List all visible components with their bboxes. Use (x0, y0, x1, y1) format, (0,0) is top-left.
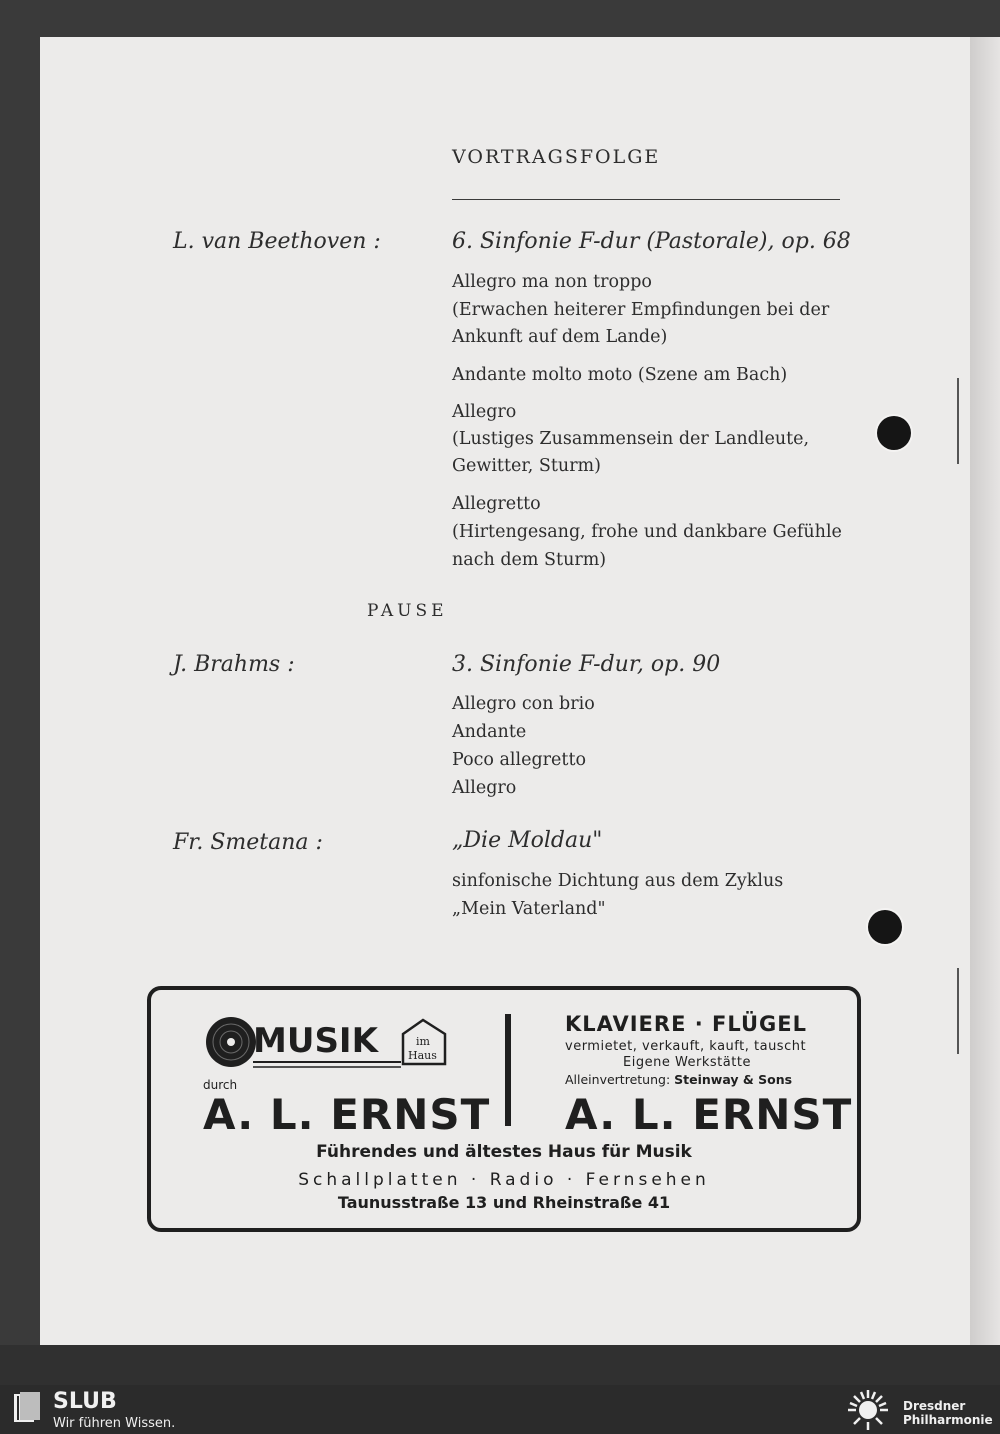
ad-slogan: Führendes und ältestes Haus für Musik (316, 1142, 692, 1162)
movement-line: Allegro (452, 778, 517, 798)
page-crease (957, 378, 959, 464)
page-edge-shade (970, 37, 1000, 1345)
steinway-brand: Steinway & Sons (674, 1072, 793, 1087)
movement-line: Poco allegretto (452, 750, 587, 770)
movement-line: Allegretto (452, 494, 541, 514)
slub-subtitle: Wir führen Wissen. (53, 1416, 176, 1431)
movement-line: Ankunft auf dem Lande) (452, 327, 668, 347)
movement-line: Gewitter, Sturm) (452, 456, 601, 476)
movement-line: (Erwachen heiterer Empfindungen bei der (452, 300, 830, 320)
work-beethoven: 6. Sinfonie F-dur (Pastorale), op. 68 (452, 229, 851, 254)
ad-address: Taunusstraße 13 und Rheinstraße 41 (337, 1193, 671, 1212)
musik-im-haus-logo (205, 1012, 455, 1072)
right-firm-name: A. L. ERNST (565, 1090, 853, 1139)
right-heading: KLAVIERE · FLÜGEL (565, 1012, 808, 1036)
work-smetana: „Die Moldau" (452, 828, 603, 853)
pause-label: PAUSE (367, 601, 448, 621)
movement-line: nach dem Sturm) (452, 550, 607, 570)
ad-divider (505, 1014, 511, 1126)
svg-text:Haus: Haus (408, 1049, 437, 1062)
movement-line: Allegro ma non troppo (452, 272, 652, 292)
title-rule (452, 199, 840, 200)
program-title: VORTRAGSFOLGE (452, 146, 661, 168)
composer-beethoven: L. van Beethoven : (173, 229, 381, 254)
movement-line: (Hirtengesang, frohe und dankbare Gefühle (452, 522, 842, 542)
punch-hole (877, 416, 911, 450)
svg-text:im: im (416, 1035, 430, 1048)
movement-line: Andante (452, 722, 527, 742)
dp-line-1[interactable]: Dresdner (903, 1399, 966, 1413)
work-brahms: 3. Sinfonie F-dur, op. 90 (452, 652, 721, 677)
ad-services: Schallplatten · Radio · Fernsehen (298, 1170, 710, 1190)
page-crease (957, 968, 959, 1054)
left-firm-name: A. L. ERNST (203, 1090, 491, 1139)
advertisement-box (147, 986, 861, 1232)
right-line-3 (565, 1072, 792, 1087)
scan-background (0, 1345, 1000, 1385)
right-line-1: vermietet, verkauft, kauft, tauscht (565, 1039, 807, 1054)
punch-hole (868, 910, 902, 944)
dresdner-philharmonie-logo-icon (842, 1386, 894, 1434)
right-line-2: Eigene Werkstätte (623, 1055, 751, 1070)
composer-brahms: J. Brahms : (173, 652, 295, 677)
slub-book-icon (12, 1390, 42, 1426)
movement-line: Andante molto moto (Szene am Bach) (452, 365, 788, 385)
durch-label: durch (203, 1078, 238, 1092)
movement-line: sinfonische Dichtung aus dem Zyklus (452, 871, 784, 891)
movement-line: „Mein Vaterland" (452, 899, 606, 919)
composer-smetana: Fr. Smetana : (173, 830, 323, 855)
dp-line-2[interactable]: Philharmonie (903, 1413, 993, 1427)
movement-line: Allegro (452, 402, 517, 422)
svg-text:MUSIK: MUSIK (253, 1021, 378, 1061)
movement-line: (Lustiges Zusammensein der Landleute, (452, 429, 810, 449)
movement-line: Allegro con brio (452, 694, 595, 714)
alleinvertretung-label: Alleinvertretung: (565, 1072, 671, 1087)
slub-title[interactable]: SLUB (53, 1389, 117, 1414)
